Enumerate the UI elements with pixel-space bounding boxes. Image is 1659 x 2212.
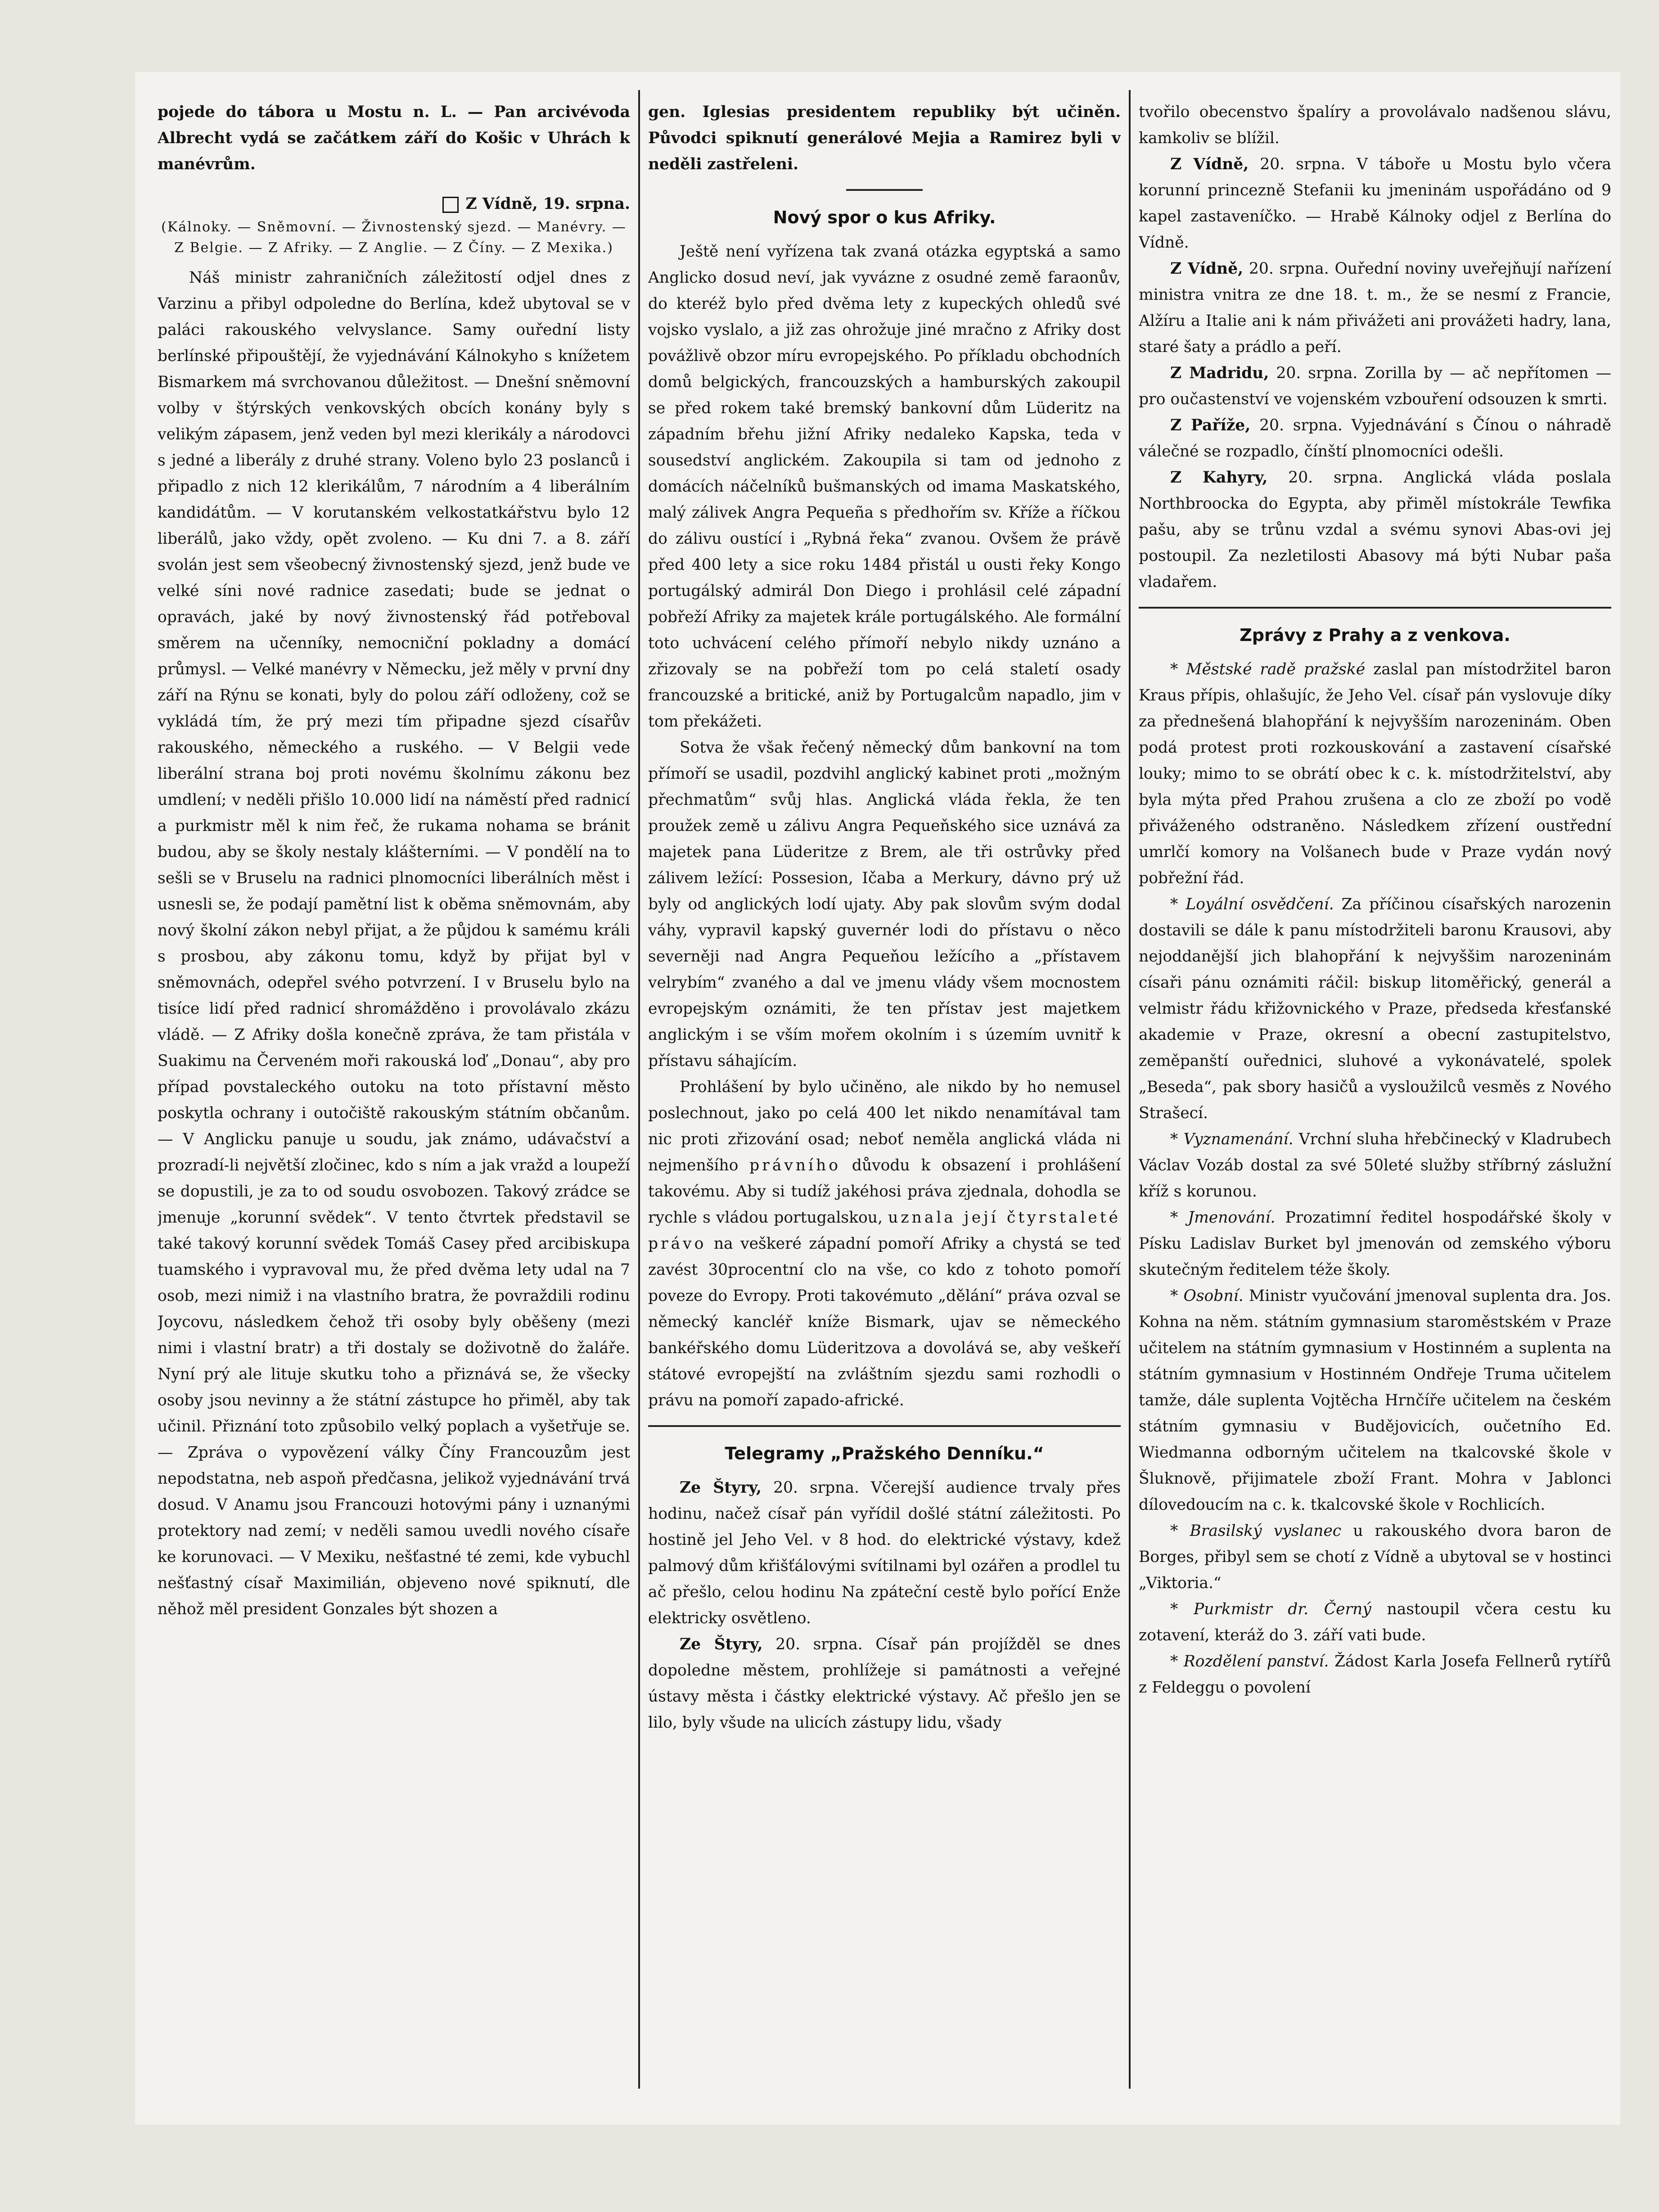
news-text: Žádost Karla Josefa Fellnerů rytířů z Feldeggu o povolení [1139, 1652, 1611, 1697]
telegram-item [1139, 151, 1611, 256]
telegram-text: 20. srpna. Vyjednávání s Čínou o náhradě válečné se rozpadlo, čínští plnomocníci odešli. [1139, 416, 1611, 460]
telegram-text: 20. srpna. Zorilla by — ač nepřítomen — pro oučastenství ve vojenském vzbouření odsouzen k smrti. [1139, 364, 1611, 408]
emphasis-text: uznala její čtyrstaleté právo [648, 1209, 1121, 1253]
news-text: nastoupil včera cestu ku zotavení, kteráž do 3. září vati bude. [1139, 1600, 1611, 1644]
section-heading: Nový spor o kus Afriky. [773, 208, 996, 227]
column-3 [1139, 99, 1611, 2098]
news-text: Ministr vyučování jmenoval suplenta dra. Jos. Kohna na něm. státním gymnasium staroměstském v Praze učitelem na státním gymnasium v Hostinném a suplenta na státním gymnasium v Hostinném Ondřeje Truma učitelem tamže, dále suplenta Vojtěcha Hrnčíře učitelem na českém státním gymnasiu v Budějovicích, oučetního Ed. Wiedmanna odborným učitelem na tkalcovské škole v Šluknově, přijimatele zboží Frant. Mohra v Jablonci dílovedoucím na c. k. tkalcovské škole v Rochlicích. [1139, 1287, 1611, 1514]
telegram-place: Ze Štyry, [680, 1635, 763, 1653]
telegram-text: 20. srpna. Císař pán projížděl se dnes dopoledne městem, prohlížeje si památnosti a veřejné ústavy města i částky elektrické výstavy. Ač přešlo jen se lilo, byly všude na ulicích zástupy lidu, všady [648, 1635, 1121, 1732]
telegram-place: Z Paříže, [1170, 416, 1251, 434]
column-rule [1129, 90, 1131, 2089]
telegram-place: Ze Štyry, [680, 1479, 762, 1497]
news-item: * Jmenování. Prozatimní ředitel hospodářské školy v Písku Ladislav Burket byl jmenován od zemského výboru skutečným ředitelem téže školy. [1139, 1209, 1611, 1279]
emphasis-text: právního [749, 1156, 841, 1174]
news-lead: Loyální osvědčení. [1186, 895, 1334, 913]
news-text: u rakouského dvora baron de Borges, přibyl sem se chotí z Vídně a ubytoval se v hostinci „Viktoria.“ [1139, 1522, 1611, 1592]
news-text: Vrchní sluha hřebčinecký v Kladrubech Václav Vozáb dostal za své 50leté služby stříbrný záslužní kříž s korunou. [1139, 1130, 1611, 1201]
article-continuation: pojede do tábora u Mostu n. L. — Pan arcivévoda Albrecht vydá se začátkem září do Košic v Uhrách k manévrům. [158, 103, 630, 173]
telegram-item [648, 1475, 1121, 1631]
column-2 [648, 99, 1121, 2098]
article-body: Náš ministr zahraničních záležitostí odjel dnes z Varzinu a přibyl odpoledne do Berlína, kdež ubytoval se v paláci rakouského velvyslance. Samy ouřední listy berlínské připouštějí, že vyjednávání Kálnokyho s knížetem Bismarkem má svrchovanou důležitost. — Dnešní sněmovní volby v štýrských venkovských obcích konány byly s velikým zápasem, jenž veden byl mezi klerikály a národovci s jedné a liberály z druhé strany. Voleno bylo 23 poslanců i připadlo z nich 12 klerikálům, 7 národním a 4 liberálním kandidátům. — V korutanském velkostatkářstvu bylo 12 liberálů, jako vždy, opět zvoleno. — Ku dni 7. a 8. září svolán jest sem všeobecný živnostenský sjezd, jenž bude ve velké síni nové radnice zasedati; bude se jednat o opravách, jaké by nový živnostenský řád potřeboval směrem na učenníky, nemocniční pokladny a domácí průmysl. — Velké manévry v Německu, jež měly v první dny září na Rýnu se konati, byly do polou září odloženy, což se vykládá tím, že prý mezi tím připadne sjezd císařův rakouského, německého a ruského. — V Belgii vede liberální strana boj proti novému školnímu zákonu bez umdlení; v neděli přišlo 10.000 lidí na náměstí před radnicí a purkmistr měl k nim řeč, že rukama nohama se bránit budou, aby se školy nestaly klášterními. — V pondělí na to sešli se v Bruselu na radnici plnomocníci liberálních měst i usnesli se, že podají pamětní list k oběma sněmovnám, aby nový školní zákon nebyl přijat, a že půjdou k samému králi s prosbou, aby zákonu tomu, když by přijat byl v sněmovnách, odepřel svého potvrzení. I v Bruselu bylo na tisíce lidí před radnicí shromážděno i provolávalo zkázu vládě. — Z Afriky došla konečně zpráva, že tam přistála v Suakimu na Červeném moři rakouská loď „Donau“, aby pro případ povstaleckého outoku na toto přístavní město poskytla ochrany i outočiště rakouským státním občanům. — V Anglicku panuje u soudu, jak známo, udávačství a prozradí-li největší zločinec, kdo s ním a jak vražd a loupeží se dopustili, je za to od soudu osvobozen. Takový zrádce se jmenuje „korunní svědek“. V tento čtvrtek představil se také takový korunní svědek Tomáš Casey před arcibiskupa tuamského i vypravoval mu, že před dvěma lety udal na 7 osob, mezi nimiž i na vlastního bratra, že povraždili rodinu Joycovu, následkem čehož tři osoby byly oběšeny (mezi nimi i vlastní bratr) a tři dostaly se doživotně do žaláře. Nyní prý ale lituje skutku toho a přiznává se, že všecky osoby jsou nevinny a že státní zástupce ho přiměl, aby tak učinil. Přiznání toto způsobilo velký poplach a vyšetřuje se. — Zpráva o vypovězení války Číny Francouzům jest nepodstatna, neb aspoň předčasna, jelikož vyjednávání trvá dosud. V Anamu jsou Francouzi hotovými pány i uznanými protektory nad zemí; v neděli samou uvedli nového císaře ke korunovaci. — V Mexiku, nešťastné té zemi, kde vybuchl nešťastný císař Maximilián, objeveno nové spiknutí, dle něhož měl president Gonzales být shozen a [158, 269, 630, 1618]
newspaper-page [135, 72, 1620, 2125]
news-lead: Vyznamenání. [1183, 1130, 1294, 1148]
news-lead: Městské radě pražské [1186, 660, 1366, 678]
news-text: Prozatimní ředitel hospodářské školy v Písku Ladislav Burket byl jmenován od zemského výboru skutečným ředitelem téže školy. [1139, 1209, 1611, 1279]
text-run: Prohlášení by bylo učiněno, ale nikdo by ho nemusel poslechnout, jako po celá 400 let nikdo nenamítával tam nic proti zřizování osad; neboť neměla anglická vláda ni nejmenšího [648, 1078, 1121, 1174]
telegram-place: Z Madridu, [1170, 364, 1269, 382]
telegram-item [648, 1631, 1121, 1736]
telegram-text: 20. srpna. V táboře u Mostu bylo včera korunní princezně Stefanii ku jmeninám uspořádáno od 9 kapel zastaveníčko. — Hrabě Kálnoky odjel z Berlína do Vídně. [1139, 155, 1611, 252]
news-item: * Loyální osvědčení. Za příčinou císařských narozenin dostavili se dále k panu místodržiteli baronu Krausovi, aby nejoddanější jich blahopřání k nejvyššim narozeninám císaři pánu oznámiti ráčil: biskup litoměřický, generál a velmistr řádu křižovnického v Praze, předseda křesťanské akademie v Praze, okresní a obecní zastupitelstvo, zeměpanští ouřednici, sluhové a vykonávatelé, spolek „Beseda“, pak sbory hasičů a vysloužilců vesměs z Nového Strašecí. [1139, 895, 1611, 1122]
telegram-item [1139, 465, 1611, 595]
dateline-text: Z Vídně, 19. srpna. [465, 195, 630, 213]
news-item: * Brasilský vyslanec u rakouského dvora baron de Borges, přibyl sem se chotí z Vídně a ubytoval se v hostinci „Viktoria.“ [1139, 1522, 1611, 1592]
column-1 [158, 99, 630, 2098]
telegram-place: Z Vídně, [1170, 155, 1249, 173]
news-item: * Vyznamenání. Vrchní sluha hřebčinecký v Kladrubech Václav Vozáb dostal za své 50leté služby stříbrný záslužní kříž s korunou. [1139, 1130, 1611, 1201]
divider [1139, 607, 1611, 609]
news-lead: Brasilský vyslanec [1190, 1522, 1342, 1540]
news-lead: Purkmistr dr. Černý [1193, 1600, 1371, 1618]
news-lead: Jmenování. [1188, 1209, 1276, 1227]
divider [648, 1425, 1121, 1427]
news-text: Za příčinou císařských narozenin dostavili se dále k panu místodržiteli baronu Krausovi, aby nejoddanější jich blahopřání k nejvyššim narozeninám císaři pánu oznámiti ráčil: biskup litoměřický, generál a velmistr řádu křižovnického v Praze, předseda křesťanské akademie v Praze, okresní a obecní zastupitelstvo, zeměpanští ouřednici, sluhové a vykonávatelé, spolek „Beseda“, pak sbory hasičů a vysloužilců vesměs z Nového Strašecí. [1139, 895, 1611, 1122]
column-rule [638, 90, 640, 2089]
news-lead: Rozdělení panství. [1183, 1652, 1329, 1670]
dateline [158, 191, 630, 217]
telegram-place: Z Vídně, [1170, 260, 1244, 278]
telegram-item [1139, 412, 1611, 465]
article-paragraph [648, 1074, 1121, 1413]
telegram-text: 20. srpna. Ouřední noviny uveřejňují nařízení ministra vnitra ze dne 18. t. m., že se nesmí z Francie, Alžíru a Italie ani k nám přivážeti ani provážeti hadry, lana, staré šaty a prádlo a peří. [1139, 260, 1611, 356]
telegram-item [1139, 360, 1611, 412]
news-item: * Rozdělení panství. Žádost Karla Josefa Fellnerů rytířů z Feldeggu o povolení [1139, 1652, 1611, 1697]
topics-summary: (Kálnoky. — Sněmovní. — Živnostenský sjezd. — Manévry. — Z Belgie. — Z Afriky. — Z Anglie. — Z Číny. — Z Mexika.) [161, 219, 627, 256]
square-icon [442, 197, 459, 213]
telegram-text: 20. srpna. Anglická vláda poslala Northbroocka do Egypta, aby přiměl místokrále Tewfika pašu, aby se trůnu vzdal a svému synovi Abas-ovi jej postoupil. Za nezletilosti Abasovy má býti Nubar paša vladařem. [1139, 469, 1611, 591]
article-continuation: gen. Iglesias presidentem republiky být učiněn. Původci spiknutí generálové Mejia a Ramirez byli v neděli zastřeleni. [648, 103, 1121, 173]
text-run: na veškeré západní pomoří Afriky a chystá se teď zavést 30procentní clo na vše, co kdo z tohoto pomoří poveze do Evropy. Proti takovémuto „dělání“ práva ozval se německý kancléř kníže Bismark, ujav se německého bankéřského domu Lüderitzova a dovolává se, aby veškeří státové evropejští na zvláštním sjezdu sami rozhodli o právu na pomoří zapado-africké. [648, 1235, 1121, 1409]
telegram-continuation: tvořilo obecenstvo špalíry a provolávalo nadšenou slávu, kamkoliv se blížil. [1139, 103, 1611, 147]
article-paragraph: Ještě není vyřízena tak zvaná otázka egyptská a samo Anglicko dosud neví, jak vyváznе z osudné země faraonův, do kteréž bylo před dvěma lety z kupeckých ohledů své vojsko vyslalo, a již zas ohrožuje jiné mračno z Afriky dost povážlivě obzor míru evropejského. Po příkladu obchodních domů belgických, francouzských a hamburských zakoupil se před rokem také bremský bankovní dům Lüderitz na západním břehu jižní Afriky nedaleko Kapska, teda v sousedství anglickém. Zakoupila si tam od jednoho z domácích náčelníků bušmanských od imama Maskatského, malý zálivek Angra Pequeña s předhořím sv. Kříže a říčkou do zálivu oustící i „Rybná řeka“ zvanou. Ovšem že právě před 400 lety a sice roku 1484 přistál u ousti řeky Kongo portugálský admirál Don Diego i prohlásil celé západní pobřeží Afriky za majetek krále portugálského. Ale formální toto uchvácení celého přímoří nebylo nikdy uznáno a zřizovaly se na pobřeží tom po celá staletí osady francouzské a britické, aniž by Portugalcům napadlo, jim v tom překážeti. [648, 243, 1121, 731]
news-text: zaslal pan místodržitel baron Kraus přípis, ohlašujíc, že Jeho Vel. císař pán vyslovuje díky za přednešená blahopřání k nejvyšším narozeninám. Oben podá protest proti rozkouskování a zastavení císařské louky; mimo to se obrátí obec k c. k. místodržitelství, aby byla mýta před Prahou zrušena a clo ze zboží po vodě přiváženého odstraněno. Následkem zřízení oustřední umrlčí komory na Volšanech bude v Praze vydán nový pobřežní řád. [1139, 660, 1611, 887]
news-lead: Osobní. [1183, 1287, 1244, 1305]
telegram-place: Z Kahyry, [1170, 469, 1268, 487]
news-item: * Purkmistr dr. Černý nastoupil včera cestu ku zotavení, kteráž do 3. září vati bude. [1139, 1600, 1611, 1644]
section-heading: Zprávy z Prahy a z venkova. [1240, 625, 1510, 645]
news-item: * Osobní. Ministr vyučování jmenoval suplenta dra. Jos. Kohna na něm. státním gymnasium staroměstském v Praze učitelem na státním gymnasium v Hostinném a suplenta na státním gymnasium v Hostinném Ondřeje Truma učitelem tamže, dále suplenta Vojtěcha Hrnčíře učitelem na českém státním gymnasiu v Budějovicích, oučetního Ed. Wiedmanna odborným učitelem na tkalcovské škole v Šluknově, přijimatele zboží Frant. Mohra v Jablonci dílovedoucím na c. k. tkalcovské škole v Rochlicích. [1139, 1287, 1611, 1514]
section-heading: Telegramy „Pražského Denníku.“ [725, 1444, 1044, 1463]
news-item: * Městské radě pražské zaslal pan místodržitel baron Kraus přípis, ohlašujíc, že Jeho Vel. císař pán vyslovuje díky za přednešená blahopřání k nejvyšším narozeninám. Oben podá protest proti rozkouskování a zastavení císařské louky; mimo to se obrátí obec k c. k. místodržitelství, aby byla mýta před Prahou zrušena a clo ze zboží po vodě přiváženého odstraněno. Následkem zřízení oustřední umrlčí komory na Volšanech bude v Praze vydán nový pobřežní řád. [1139, 660, 1611, 887]
text-run: důvodu k obsazení i prohlášení takovému. Aby si tudíž jakéhosi práva zjednala, dohodla se rychle s vládou portugalskou, [648, 1156, 1121, 1227]
telegram-item [1139, 256, 1611, 360]
telegram-text: 20. srpna. Včerejší audience trvaly přes hodinu, načež císař pán vyřídil došlé státní záležitosti. Po hostině jel Jeho Vel. v 8 hod. do elektrické výstavy, kdež palmový dům křišťálovými svítilnami byl ozářen a prodlel tu ač přešlo, celou hodinu Na zpáteční cestě bylo pořící Enže elektricky osvětleno. [648, 1479, 1121, 1627]
divider [846, 189, 923, 191]
article-paragraph: Sotva že však řečený německý dům bankovní na tom přímoří se usadil, pozdvihl anglický kabinet proti „možným přechmatům“ svůj hlas. Anglická vláda řekla, že ten proužek země u zálivu Angra Pequeňského sice uznává za majetek pana Lüderitze z Brem, ale tři ostrůvky před zálivem ležící: Possesion, Ičaba a Merkury, dávno prý už byly od anglických lodí ujaty. Aby pak slovům svým dodal váhy, vypravil kapský guvernér lodi do přístavu o něco severněji nad Angra Pequeňou ležícího a „přístavem velrybím“ zvaného a dal ve jmenu vlády všem mocnostem evropejským oznámiti, že ten přístav jest majetkem anglickým i se vším mořem okolním i s územím uvnitř k přístavu sáhajícím. [648, 739, 1121, 1070]
